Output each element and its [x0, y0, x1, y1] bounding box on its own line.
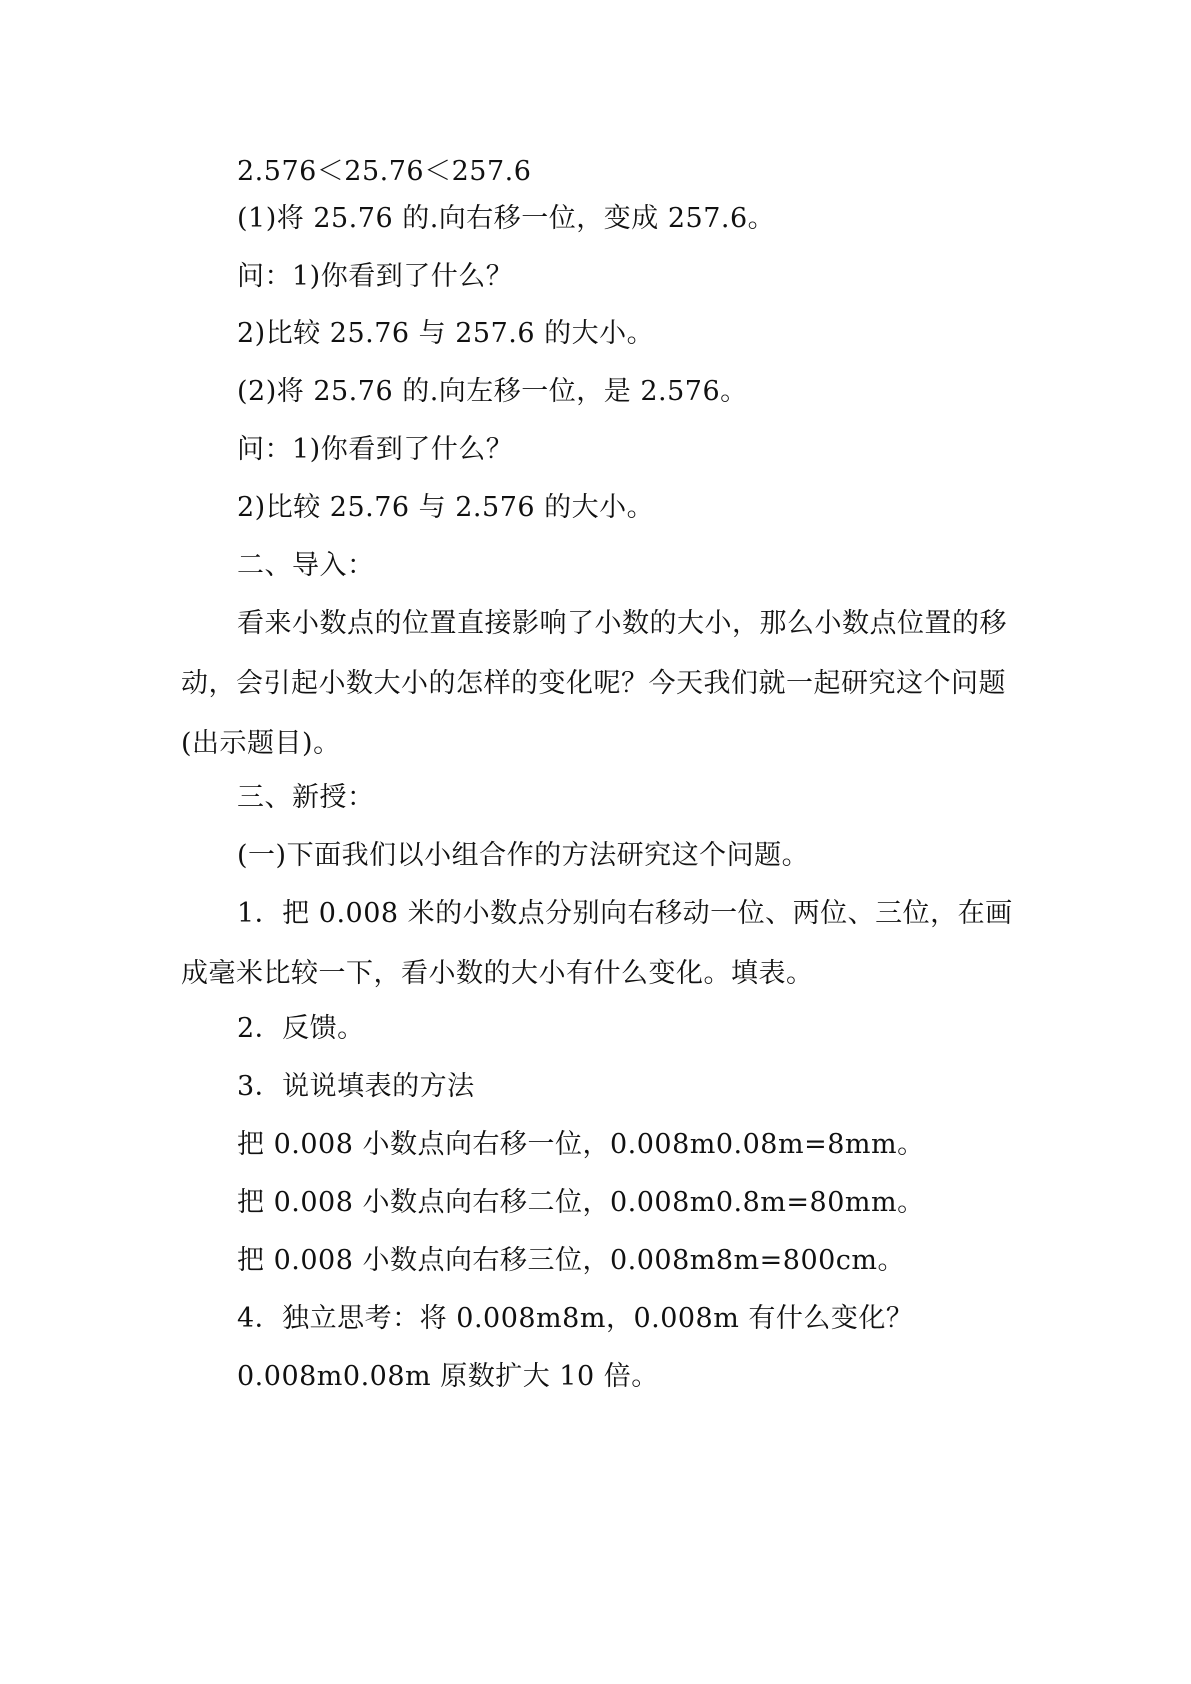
step-three-line: 3．说说填表的方法 — [237, 1071, 475, 1102]
method-line-1: 把 0.008 小数点向右移一位，0.008m0.08m=8mm。 — [237, 1129, 925, 1160]
section-heading-new: 三、新授： — [237, 782, 375, 813]
step-move-right-line: (1)将 25.76 的.向右移一位，变成 257.6。 — [237, 203, 776, 234]
conclusion-line: 0.008m0.08m 原数扩大 10 倍。 — [237, 1361, 659, 1392]
step-two-line: 2．反馈。 — [237, 1013, 365, 1044]
section-heading-intro: 二、导入： — [237, 550, 375, 581]
question-line: 问：1)你看到了什么？ — [237, 261, 514, 292]
intro-paragraph: 看来小数点的位置直接影响了小数的大小，那么小数点位置的移动，会引起小数大小的怎样的变化呢？今天我们就一起研究这个问题(出示题目)。 — [181, 608, 1007, 759]
comparison-line: 2.576＜25.76＜257.6 — [237, 156, 532, 187]
method-line-2: 把 0.008 小数点向右移二位，0.008m0.8m=80mm。 — [237, 1187, 925, 1218]
method-line-3: 把 0.008 小数点向右移三位，0.008m8m=800cm。 — [237, 1245, 906, 1276]
step-one-paragraph: 1．把 0.008 米的小数点分别向右移动一位、两位、三位，在画成毫米比较一下，看小数的大小有什么变化。填表。 — [181, 898, 1013, 989]
step-four-line: 4．独立思考：将 0.008m8m，0.008m 有什么变化？ — [237, 1303, 914, 1334]
group-work-line: (一)下面我们以小组合作的方法研究这个问题。 — [237, 840, 810, 871]
step-move-left-line: (2)将 25.76 的.向左移一位，是 2.576。 — [237, 376, 748, 407]
question-line-2: 问：1)你看到了什么？ — [237, 434, 514, 465]
compare-question-line-2: 2)比较 25.76 与 2.576 的大小。 — [237, 492, 655, 523]
compare-question-line: 2)比较 25.76 与 257.6 的大小。 — [237, 318, 655, 349]
